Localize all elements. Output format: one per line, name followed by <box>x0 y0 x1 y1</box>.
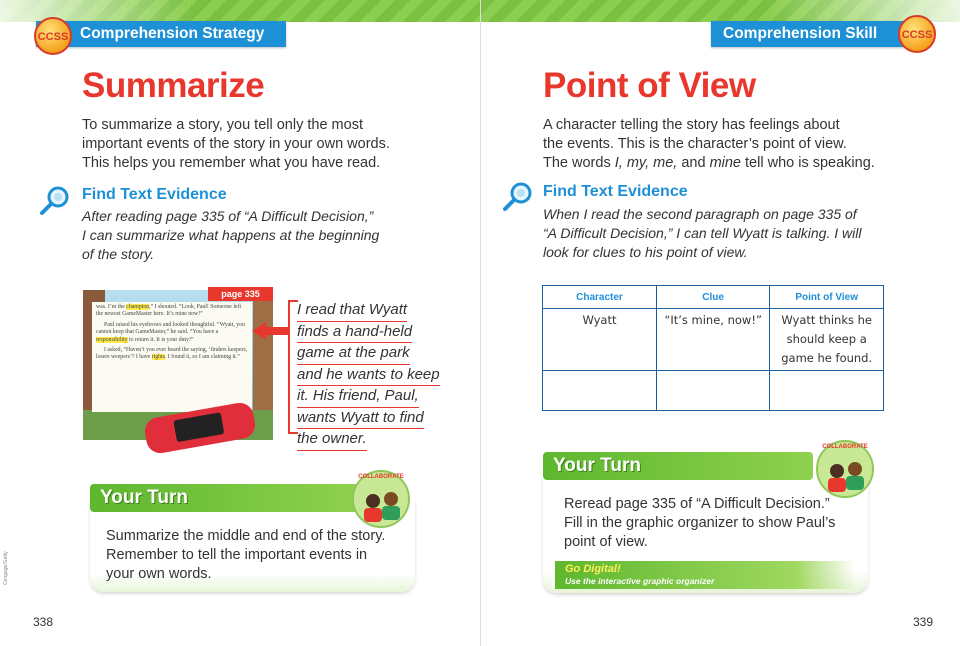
organizer-row <box>543 371 884 411</box>
your-turn-text: Summarize the middle and end of the story. Remember to tell the important events in your own words. <box>106 528 386 582</box>
cell-point-of-view[interactable] <box>770 371 884 411</box>
fte-heading: Find Text Evidence <box>543 183 688 200</box>
cell-point-of-view: Wyatt thinks he should keep a game he found. <box>770 309 884 371</box>
header-character: Character <box>543 286 657 309</box>
go-digital-sub: Use the interactive graphic organizer <box>565 576 715 586</box>
page-number: 338 <box>33 615 54 629</box>
ccss-badge: CCSS <box>34 17 72 55</box>
go-digital-label: Go Digital! <box>565 563 621 575</box>
graphic-organizer <box>542 285 884 411</box>
page-tag: page 335 <box>208 287 273 301</box>
your-turn-banner: Your Turn <box>90 484 360 512</box>
skill-banner: Comprehension Skill <box>711 21 931 47</box>
ccss-badge: CCSS <box>898 15 936 53</box>
top-stripe <box>481 0 960 22</box>
collaborate-icon: COLLABORATE <box>816 440 874 498</box>
cell-character[interactable] <box>543 371 657 411</box>
fte-text: When I read the second paragraph on page 335 of “A Difficult Decision,” I can tell Wyatt is talking. I will look for clues to his point of view. <box>543 206 862 260</box>
page-title: Summarize <box>82 66 265 105</box>
your-turn-text: Reread page 335 of “A Difficult Decision.” Fill in the graphic organizer to show Paul’s point of view. <box>564 496 836 550</box>
cell-character: Wyatt <box>543 309 657 371</box>
collaborate-icon: COLLABORATE <box>352 470 410 528</box>
cell-clue[interactable] <box>656 371 769 411</box>
header-clue: Clue <box>656 286 769 309</box>
side-credit: Cengage/Getty <box>3 551 9 585</box>
fte-text: After reading page 335 of “A Difficult Decision,” I can summarize what happens at the beginning of the story. <box>82 208 380 262</box>
magnifier-icon <box>38 184 74 218</box>
organizer-row <box>543 309 884 371</box>
fte-heading: Find Text Evidence <box>82 186 227 203</box>
go-digital-link[interactable] <box>552 561 855 589</box>
page-title: Point of View <box>543 66 756 105</box>
intro-text: To summarize a story, you tell only the most important events of the story in your own words. This helps you remember what you have read. <box>82 117 390 171</box>
header-point-of-view: Point of View <box>770 286 884 309</box>
arrow-head-icon <box>252 322 266 340</box>
story-excerpt: was. I’m the champion,” I shouted. “Look, Paul! Someone left the newest GameMaster here. It’s mine now!” Paul raised his eyebrows and looked thoughtful. “Wyatt, you cannot keep that GameMaster,” he said. “You have a responsibility to return it. It is your duty!” I asked, “Haven’t you ever heard the saying, ‘finders keepers, losers weepers’? I have rights. I found it, so I am claiming it.” <box>92 302 252 412</box>
top-stripe <box>0 0 480 22</box>
organizer-header-row <box>543 286 884 309</box>
handwritten-note: I read that Wyatt finds a hand-held game at the park and he wants to keep it. His friend, Paul, wants Wyatt to find the owner. <box>297 300 447 451</box>
arrow-icon <box>264 327 290 335</box>
intro-text: A character telling the story has feelings about the events. This is the character’s point of view. The words I, my, me, and mine tell who is speaking. <box>543 117 875 171</box>
strategy-banner: Comprehension Strategy <box>36 21 286 47</box>
your-turn-banner: Your Turn <box>543 452 813 480</box>
cell-clue: “It’s mine, now!” <box>656 309 769 371</box>
page-number: 339 <box>913 615 934 629</box>
magnifier-icon <box>501 180 537 214</box>
